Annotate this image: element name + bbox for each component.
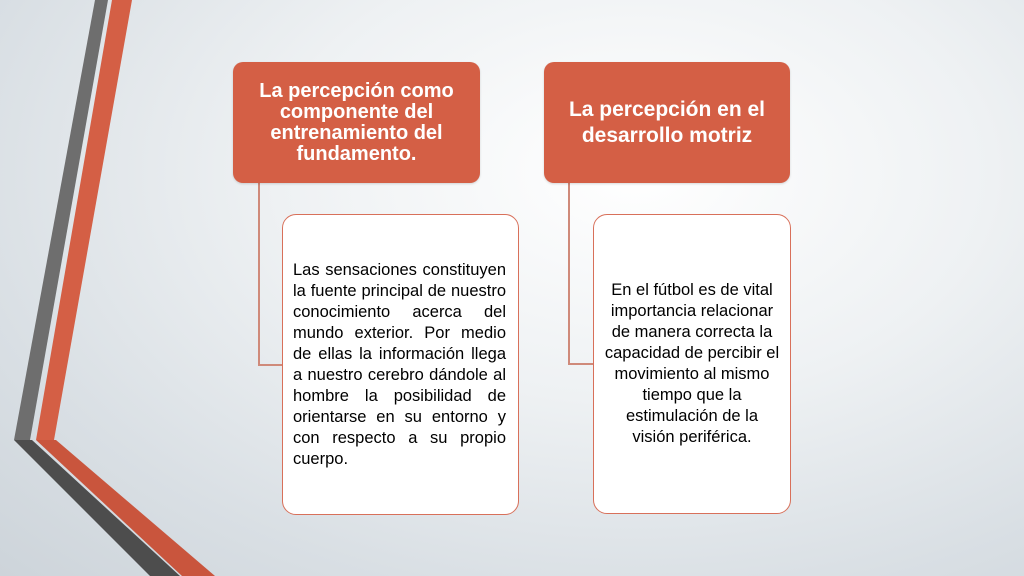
connector-right-horizontal xyxy=(568,363,593,365)
right-branch-description-box xyxy=(593,214,791,514)
left-branch-description: Las sensaciones constituyen la fuente principal de nuestro conocimiento acerca del mundo exterior. Por medio de ellas la información llega a nuestro cerebro dándole al hombre la posibilidad de orientarse en su entorno y con respecto a su propio cuerpo. xyxy=(293,260,506,468)
connector-left-horizontal xyxy=(258,364,282,366)
right-branch-title: La percepción en el desarrollo motriz xyxy=(568,97,766,147)
dark-stripe-lower xyxy=(14,440,180,576)
right-branch-description: En el fútbol es de vital importancia relacionar de manera correcta la capacidad de percibir el movimiento al mismo tiempo que la estimulación de la visión periférica. xyxy=(604,281,780,446)
connector-left-vertical xyxy=(258,183,260,365)
decorative-stripes xyxy=(0,0,240,576)
left-branch-description-box xyxy=(282,214,519,515)
left-branch-title: La percepción como componente del entrenamiento del fundamento. xyxy=(259,79,454,165)
right-branch-title-box xyxy=(544,62,790,183)
left-branch-title-box xyxy=(233,62,480,183)
connector-right-vertical xyxy=(568,183,570,364)
orange-stripe-lower xyxy=(36,440,215,576)
